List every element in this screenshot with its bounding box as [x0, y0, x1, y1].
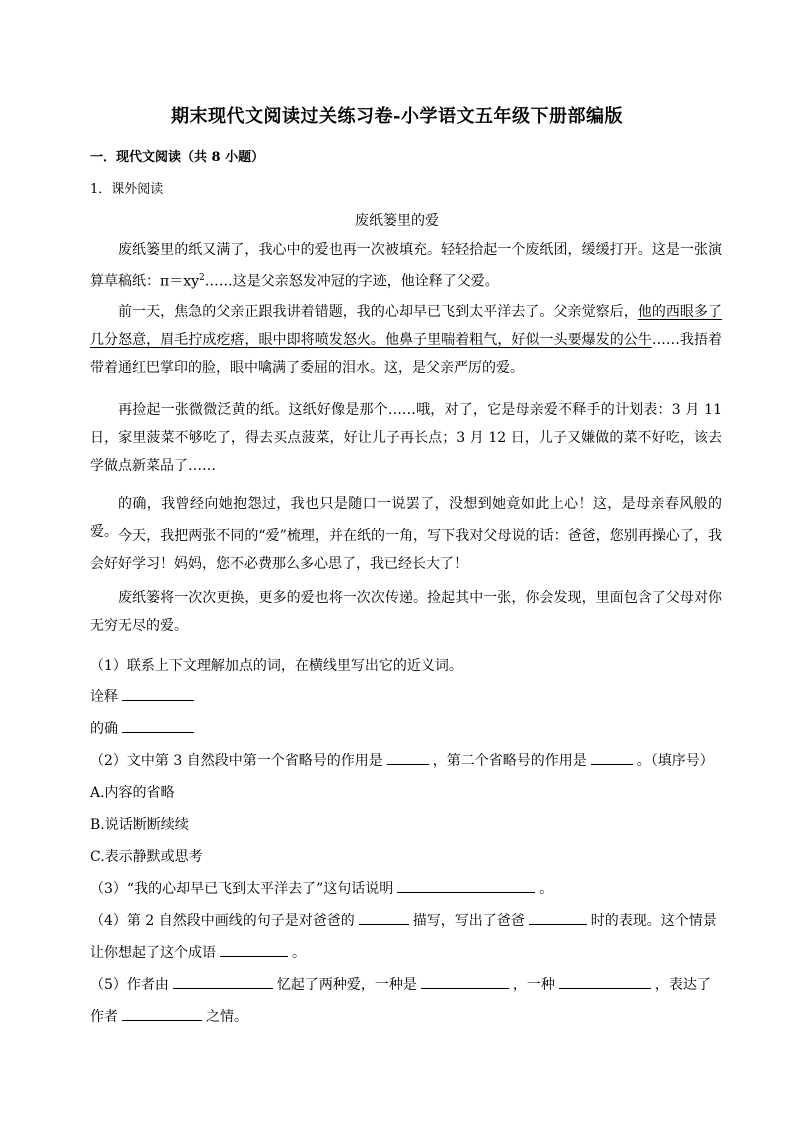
question-text: 忆起了两种爱，一种是 [276, 977, 417, 993]
question-number: 1．课外阅读 [90, 182, 164, 197]
question-3 [90, 878, 722, 898]
question-text: ，一种 [512, 977, 555, 993]
answer-blank[interactable] [559, 974, 651, 989]
paragraph-text: 废纸篓里的纸又满了，我心中的爱也再一次被填充。轻轻拾起一个废纸团，缓缓打开。这是一张演算草稿纸：π＝xy [90, 242, 722, 290]
question-1-item-b [90, 718, 722, 738]
question-4-cont [90, 942, 722, 962]
answer-blank[interactable] [122, 686, 194, 701]
option-b: B.说话断断续续 [90, 817, 189, 833]
answer-blank[interactable] [529, 910, 587, 925]
passage-paragraph-2 [90, 298, 722, 382]
passage-paragraph-6: 废纸篓将一次次更换，更多的爱也将一次次传递。捡起其中一张，你会发现，里面包含了父母对你无穷无尽的爱。 [90, 590, 722, 634]
option-a: A.内容的省略 [90, 785, 175, 801]
question-4 [90, 910, 722, 930]
question-text: 时的表现。这个情景 [590, 913, 717, 929]
question-5-cont [90, 1006, 722, 1026]
passage-paragraph-5: 今天，我把两张不同的“爱”梳理，并在纸的一角，写下我对父母说的话：爸爸，您别再操心了，我会好好学习！妈妈，您不必费那么多心思了，我已经长大了！ [90, 528, 722, 572]
question-text: 。 [539, 881, 554, 897]
question-text: （3）“我的心却早已飞到太平洋去了”这句话说明 [90, 881, 394, 897]
question-text: （2）文中第 3 自然段中第一个省略号的作用是 [90, 753, 383, 769]
question-text: （5）作者由 [90, 977, 169, 993]
question-text: 之情。 [206, 1009, 248, 1025]
question-text: 。 [292, 945, 306, 961]
question-text: 描写，写出了爸爸 [412, 913, 525, 929]
answer-blank[interactable] [173, 974, 273, 989]
answer-blank[interactable] [122, 1006, 202, 1021]
question-text: 。（填序号） [636, 753, 714, 769]
passage-paragraph-1 [90, 236, 722, 296]
paragraph-text: ……这是父亲怒发冲冠的字迹，他诠释了父爱。 [204, 273, 499, 290]
document-title: 期末现代文阅读过关练习卷-小学语文五年级下册部编版 [171, 106, 623, 127]
word-label: 的确 [90, 721, 118, 737]
question-text: ，第二个省略号的作用是 [432, 753, 587, 769]
paragraph-text: ……我捂着带着通红巴掌印的脸，眼中噙满了委屈的泪水。这，是父亲严厉的爱。 [90, 332, 722, 376]
answer-blank[interactable] [122, 718, 194, 733]
word-label: 诠释 [90, 689, 118, 705]
question-text: 让你想起了这个成语 [90, 945, 216, 961]
question-2 [90, 750, 722, 770]
question-text: （4）第 2 自然段中画线的句子是对爸爸的 [90, 913, 355, 929]
answer-blank[interactable] [421, 974, 509, 989]
answer-blank[interactable] [220, 942, 288, 957]
option-c: C.表示静默或思考 [90, 849, 203, 865]
question-text: 作者 [90, 1009, 118, 1025]
question-5 [90, 974, 722, 994]
superscript: 2 [199, 273, 205, 283]
passage-title: 废纸篓里的爱 [355, 213, 439, 229]
passage-paragraph-4: 的确，我曾经向她抱怨过，我也只是随口一说罢了，没想到她竟如此上心！这，是母亲春风般的爱。 [90, 496, 722, 540]
underlined-sentence: 他的西眼多了几分怒意，眉毛拧成疙瘩，眼中即将喷发怒火。他鼻子里喘着粗气，好似一头要爆发的公牛 [90, 304, 723, 348]
paragraph-text: 前一天，焦急的父亲正跟我讲着错题，我的心却早已飞到太平洋去了。父亲觉察后， [118, 304, 638, 320]
answer-blank[interactable] [387, 750, 429, 765]
answer-blank[interactable] [591, 750, 633, 765]
answer-blank[interactable] [359, 910, 409, 925]
answer-blank[interactable] [397, 878, 535, 893]
section-heading: 一．现代文阅读（共 8 小题） [90, 150, 265, 165]
passage-paragraph-3: 再捡起一张微微泛黄的纸。这纸好像是那个……哦，对了，它是母亲爱不释手的计划表：3 月 11 日，家里菠菜不够吃了，得去买点菠菜，好让儿子再长点；3 月 12 日，儿子又嫌做的菜不好吃，该去学做点新菜品了…… [90, 402, 722, 474]
question-1-item-a [90, 686, 722, 706]
question-1: （1）联系上下文理解加点的词，在横线里写出它的近义词。 [90, 658, 463, 674]
question-text: ，表达了 [654, 977, 711, 993]
